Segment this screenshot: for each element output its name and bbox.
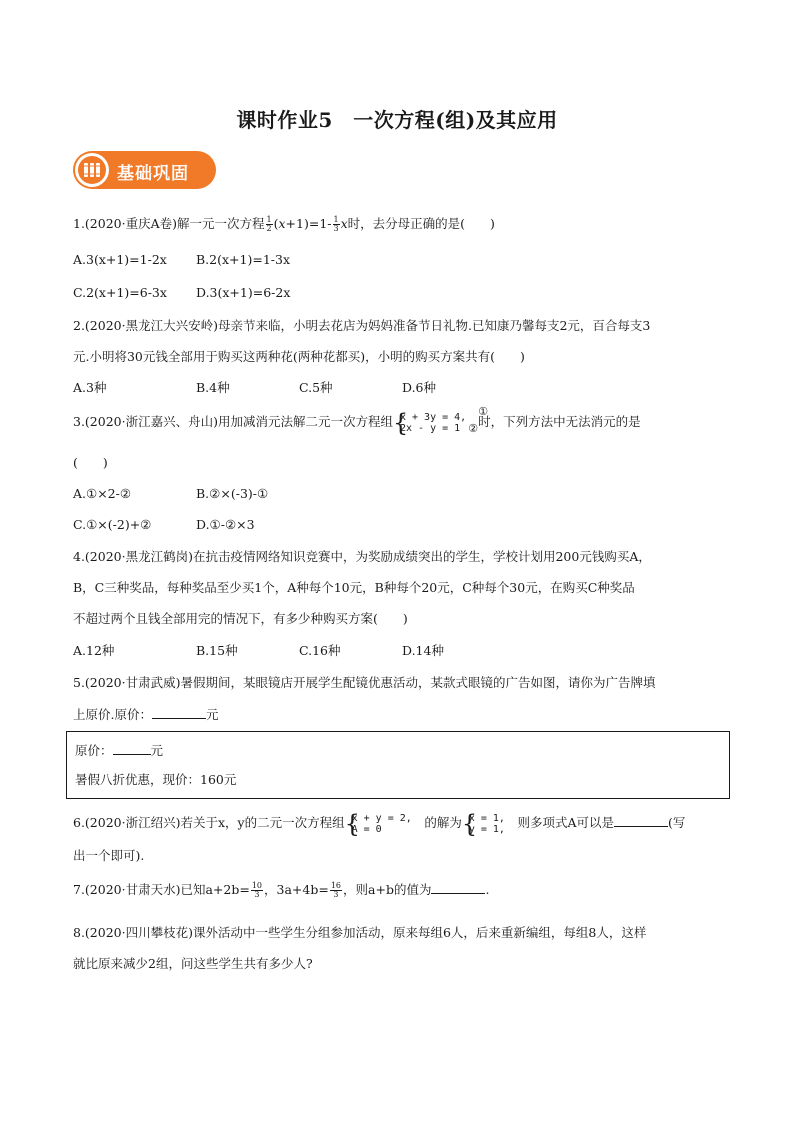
q4-option-c: C.16种 — [299, 643, 341, 658]
q3-option-d: D.①-②×3 — [196, 517, 255, 532]
ad-discount-text: 暑假八折优惠，现价：160元 — [75, 772, 237, 787]
question-4-line-1: 4.(2020·黑龙江鹤岗)在抗击疫情网络知识竞赛中，为奖励成绩突出的学生，学校计划用200元钱购买A， — [73, 549, 651, 564]
question-8-line-1: 8.(2020·四川攀枝花)课外活动中一些学生分组参加活动，原来每组6人，后来重新编组，每组8人，这样 — [73, 925, 647, 940]
ad-price-blank — [113, 742, 151, 755]
section-icon-badge — [75, 153, 109, 187]
q3-option-c: C.①×(-2)+② — [73, 517, 152, 532]
section-label: 基础巩固 — [117, 164, 189, 184]
equation-system: { x + 3y = 4, 2x - y = 1 — [392, 408, 467, 437]
answer-blank[interactable] — [614, 814, 668, 827]
q4-option-a: A.12种 — [73, 643, 115, 658]
q2-option-d: D.6种 — [402, 380, 437, 395]
question-1: 1.(2020·重庆A卷)解一元一次方程 $\frac{1}{2}$ (x+1)=1- $\frac{1}{3}$ x时，去分母正确的是( ) — [73, 215, 495, 233]
q2-option-b: B.4种 — [196, 380, 230, 395]
answer-blank[interactable] — [152, 706, 206, 719]
books-icon — [78, 156, 106, 184]
question-3: 3.(2020·浙江嘉兴、舟山)用加减消元法解二元一次方程组 { x + 3y = 4, 2x - y = 1 ① ② 时，下列方法中无法消元的是 — [73, 404, 641, 437]
question-4-line-2: B，C三种奖品，每种奖品至少买1个，A种每个10元，B种每个20元，C种每个30元，在购买C种奖品 — [73, 580, 635, 595]
fraction: $\frac{16}{3}$ — [330, 881, 342, 899]
section-banner — [73, 151, 216, 189]
question-3-line-2: ( ) — [73, 455, 108, 470]
advertisement-board — [66, 731, 730, 799]
q4-option-d: D.14种 — [402, 643, 444, 658]
question-7: 7.(2020·甘肃天水)已知a+2b= $\frac{10}{3}$ ，3a+4b= $\frac{16}{3}$ ，则a+b的值为 . — [73, 881, 490, 899]
question-2-line-1: 2.(2020·黑龙江大兴安岭)母亲节来临，小明去花店为妈妈准备节日礼物.已知康乃馨每支2元，百合每支3 — [73, 318, 651, 333]
solution-system: { x = 1, y = 1, — [461, 809, 505, 838]
question-4-line-3: 不超过两个且钱全部用完的情况下，有多少种购买方案( ) — [73, 611, 408, 626]
q1-option-d: D.3(x+1)=6-2x — [196, 285, 291, 300]
fraction: $\frac{1}{3}$ — [333, 215, 339, 233]
q2-option-c: C.5种 — [299, 380, 333, 395]
q1-option-b: B.2(x+1)=1-3x — [196, 252, 290, 267]
q2-option-a: A.3种 — [73, 380, 107, 395]
q1-option-a: A.3(x+1)=1-2x — [73, 252, 167, 267]
fraction: $\frac{1}{2}$ — [266, 215, 272, 233]
question-2-line-2: 元.小明将30元钱全部用于购买这两种花(两种花都买)，小明的购买方案共有( ) — [73, 349, 525, 364]
q3-option-b: B.②×(-3)-① — [196, 486, 269, 501]
question-6: 6.(2020·浙江绍兴)若关于x，y的二元一次方程组 { x + y = 2, A = 0 的解为 { x = 1, y = 1, 则多项式A可以是 (写 — [73, 809, 686, 838]
q4-option-b: B.15种 — [196, 643, 238, 658]
equation-system: { x + y = 2, A = 0 — [344, 809, 412, 838]
question-8-line-2: 就比原来减少2组，问这些学生共有多少人? — [73, 956, 313, 971]
q3-option-a: A.①×2-② — [73, 486, 132, 501]
question-5-line-2: 上原价.原价： 元 — [73, 707, 219, 722]
ad-original-price: 原价： 元 — [75, 743, 164, 758]
question-6-line-2: 出一个即可). — [73, 848, 145, 863]
fraction: $\frac{10}{3}$ — [251, 881, 263, 899]
question-5-line-1: 5.(2020·甘肃武威)暑假期间，某眼镜店开展学生配镜优惠活动，某款式眼镜的广告如图，请你为广告牌填 — [73, 675, 656, 690]
page-title: 课时作业5 一次方程(组)及其应用 — [236, 108, 558, 132]
q1-option-c: C.2(x+1)=6-3x — [73, 285, 167, 300]
answer-blank[interactable] — [431, 881, 485, 894]
